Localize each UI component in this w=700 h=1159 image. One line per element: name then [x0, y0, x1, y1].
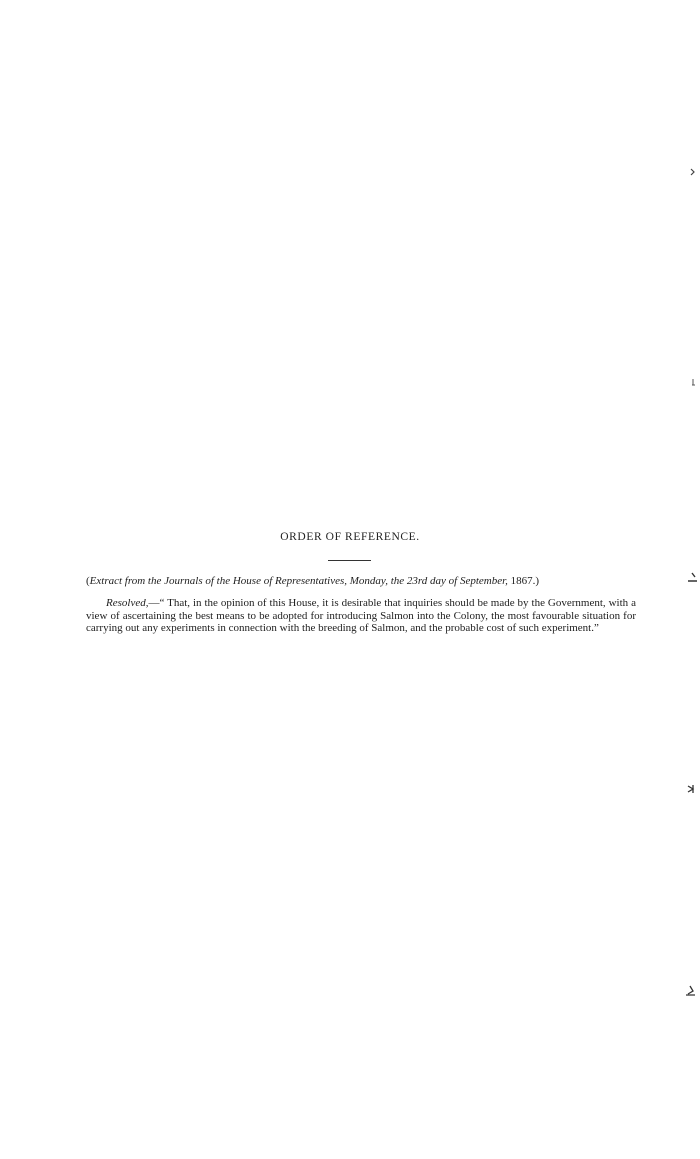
page-title: ORDER OF REFERENCE.: [280, 531, 420, 543]
extract-open-paren: (: [86, 575, 90, 587]
scan-artifact-mark: [692, 378, 698, 384]
extract-citation: [86, 575, 638, 587]
extract-year: 1867.): [507, 575, 540, 587]
divider-rule: [328, 560, 371, 561]
resolution-text: —“ That, in the opinion of this House, it is desirable that inquiries should be made by the Government, with a view of ascertaining the best means to be adopted for introducing Salmon into the Colony, the most favourable situation for carrying out any experiments in connection with the breeding of Salmon, and the probable cost of such experiment.”: [86, 597, 636, 635]
resolution-paragraph: [86, 597, 636, 635]
scan-artifact-mark: [685, 783, 697, 795]
scan-artifact-mark: [686, 572, 698, 584]
resolution-lead: Resolved,: [106, 597, 149, 609]
scan-artifact-mark: [684, 985, 696, 997]
extract-italic-text: Extract from the Journals of the House of Representatives, Monday, the 23rd day of September,: [89, 575, 508, 587]
scan-artifact-mark: [690, 168, 696, 174]
